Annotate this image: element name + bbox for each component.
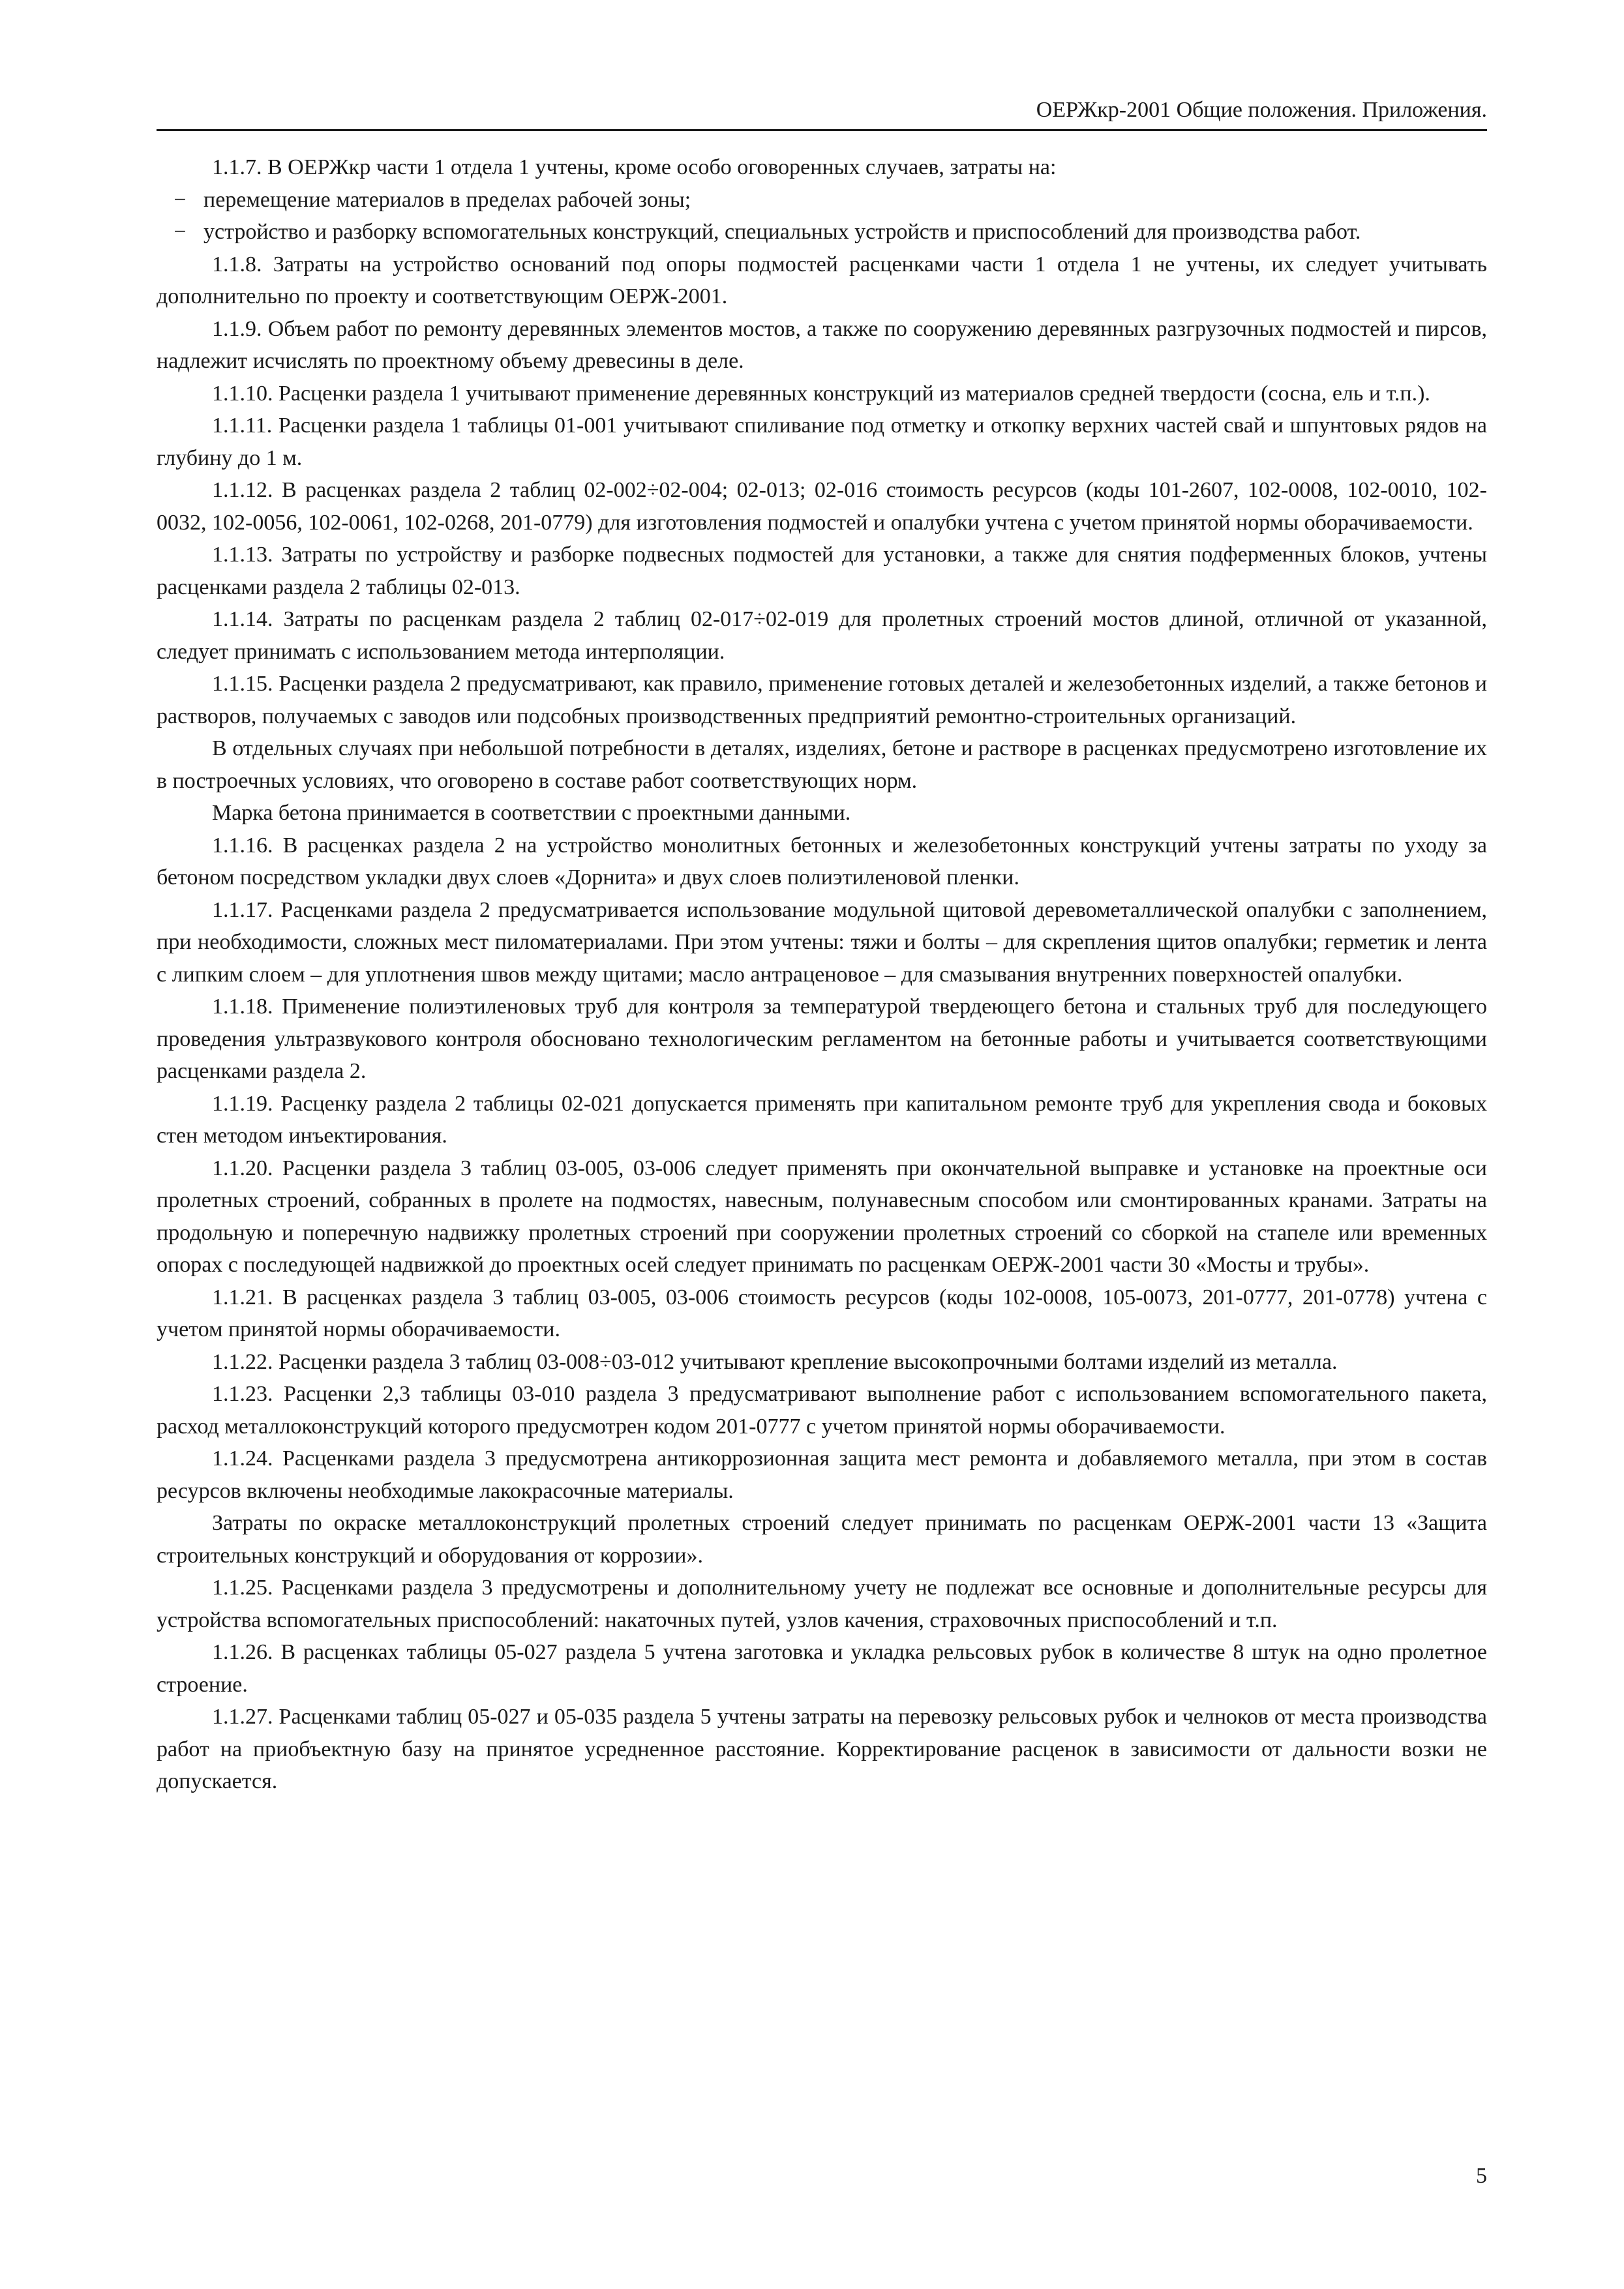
paragraph: 1.1.27. Расценками таблиц 05-027 и 05-035 раздела 5 учтены затраты на перевозку рельсовых рубок и челноков от места производства работ на приобъектную базу на принятое усредненное расстояние. Корректирование расценок в зависимости от дальности возки не допускается.: [157, 1705, 1487, 1793]
page-header: [157, 97, 1487, 131]
bullet-item: [157, 216, 1487, 248]
paragraph: 1.1.14. Затраты по расценкам раздела 2 таблиц 02-017÷02-019 для пролетных строений мостов длиной, отличной от указанной, следует принимать с использованием метода интерполяции.: [157, 607, 1487, 664]
paragraph: 1.1.10. Расценки раздела 1 учитывают применение деревянных конструкций из материалов средней твердости (сосна, ель и т.п.).: [212, 381, 1430, 406]
paragraph: 1.1.18. Применение полиэтиленовых труб для контроля за температурой твердеющего бетона и стальных труб для последующего проведения ультразвукового контроля обосновано технологическим регламентом на бетонные работы и учитывается соответствующими расценками раздела 2.: [157, 995, 1487, 1083]
paragraph: 1.1.22. Расценки раздела 3 таблиц 03-008÷03-012 учитывают крепление высокопрочными болтами изделий из металла.: [212, 1349, 1338, 1374]
paragraph: 1.1.9. Объем работ по ремонту деревянных элементов мостов, а также по сооружению деревянных разгрузочных подмостей и пирсов, надлежит исчислять по проектному объему древесины в деле.: [157, 316, 1487, 373]
paragraph: 1.1.21. В расценках раздела 3 таблиц 03-005, 03-006 стоимость ресурсов (коды 102-0008, 105-0073, 201-0777, 201-0778) учтена с учетом принятой нормы оборачиваемости.: [157, 1285, 1487, 1341]
paragraph: 1.1.24. Расценками раздела 3 предусмотрена антикоррозионная защита мест ремонта и добавляемого металла, при этом в состав ресурсов включены необходимые лакокрасочные материалы.: [157, 1446, 1487, 1503]
paragraph: 1.1.13. Затраты по устройству и разборке подвесных подмостей для установки, а также для снятия подферменных блоков, учтены расценками раздела 2 таблицы 02-013.: [157, 543, 1487, 599]
paragraph: 1.1.17. Расценками раздела 2 предусматривается использование модульной щитовой деревометаллической опалубки с заполнением, при необходимости, сложных мест пиломатериалами. При этом учтены: тяжи и болты – для скрепления щитов опалубки; герметик и лента с липким слоем – для уплотнения швов между щитами; масло антраценовое – для смазывания внутренних поверхностей опалубки.: [157, 897, 1487, 987]
paragraph: 1.1.23. Расценки 2,3 таблицы 03-010 раздела 3 предусматривают выполнение работ с использованием вспомогательного пакета, расход металлоконструкций которого предусмотрен кодом 201-0777 с учетом принятой нормы оборачиваемости.: [157, 1382, 1487, 1439]
paragraph: 1.1.11. Расценки раздела 1 таблицы 01-001 учитывают спиливание под отметку и откопку верхних частей свай и шпунтовых рядов на глубину до 1 м.: [157, 413, 1487, 470]
paragraph: 1.1.16. В расценках раздела 2 на устройство монолитных бетонных и железобетонных конструкций учтены затраты по уходу за бетоном посредством укладки двух слоев «Дорнита» и двух слоев полиэтиленовой пленки.: [157, 833, 1487, 890]
bullet-text: перемещение материалов в пределах рабочей зоны;: [203, 187, 691, 212]
paragraph: 1.1.8. Затраты на устройство оснований под опоры подмостей расценками части 1 отдела 1 не учтены, их следует учитывать дополнительно по проекту и соответствующим ОЕРЖ-2001.: [157, 252, 1487, 308]
paragraph: 1.1.20. Расценки раздела 3 таблиц 03-005, 03-006 следует применять при окончательной выправке и установке на проектные оси пролетных строений, собранных в пролете на подмостях, навесным, полунавесным способом или смонтированных кранами. Затраты на продольную и поперечную надвижку пролетных строений при сооружении пролетных строений со сборкой на стапеле или временных опорах с последующей надвижкой до проектных осей следует принимать по расценкам ОЕРЖ-2001 части 30 «Мосты и трубы».: [157, 1156, 1487, 1277]
paragraph: В отдельных случаях при небольшой потребности в деталях, изделиях, бетоне и растворе в расценках предусмотрено изготовление их в построечных условиях, что оговорено в составе работ соответствующих норм.: [157, 736, 1487, 793]
document-body: [157, 151, 1487, 1798]
bullet-item: [157, 184, 1487, 217]
paragraph: 1.1.7. В ОЕРЖкр части 1 отдела 1 учтены, кроме особо оговоренных случаев, затраты на:: [212, 155, 1057, 179]
paragraph: 1.1.25. Расценками раздела 3 предусмотрены и дополнительному учету не подлежат все основные и дополнительные ресурсы для устройства вспомогательных приспособлений: накаточных путей, узлов качения, страховочных приспособлений и т.п.: [157, 1576, 1487, 1632]
paragraph: 1.1.12. В расценках раздела 2 таблиц 02-002÷02-004; 02-013; 02-016 стоимость ресурсов (коды 101-2607, 102-0008, 102-0010, 102-0032, 102-0056, 102-0061, 102-0268, 201-0779) для изготовления подмостей и опалубки учтена с учетом принятой нормы оборачиваемости.: [157, 478, 1487, 535]
page-number: 5: [1476, 2164, 1487, 2188]
paragraph: 1.1.26. В расценках таблицы 05-027 раздела 5 учтена заготовка и укладка рельсовых рубок в количестве 8 штук на одно пролетное строение.: [157, 1640, 1487, 1697]
bullet-marker: −: [173, 220, 187, 244]
paragraph: Затраты по окраске металлоконструкций пролетных строений следует принимать по расценкам ОЕРЖ-2001 части 13 «Защита строительных конструкций и оборудования от коррозии».: [157, 1511, 1487, 1568]
paragraph: 1.1.15. Расценки раздела 2 предусматривают, как правило, применение готовых деталей и железобетонных изделий, а также бетонов и растворов, получаемых с заводов или подсобных производственных предприятий ремонтно-строительных организаций.: [157, 672, 1487, 728]
bullet-text: устройство и разборку вспомогательных конструкций, специальных устройств и приспособлений для производства работ.: [203, 220, 1361, 244]
header-title: ОЕРЖкр-2001 Общие положения. Приложения.: [1036, 98, 1487, 122]
paragraph: 1.1.19. Расценку раздела 2 таблицы 02-021 допускается применять при капитальном ремонте труб для укрепления свода и боковых стен методом инъектирования.: [157, 1091, 1487, 1148]
paragraph: Марка бетона принимается в соответствии с проектными данными.: [212, 801, 851, 825]
bullet-marker: −: [173, 187, 187, 212]
